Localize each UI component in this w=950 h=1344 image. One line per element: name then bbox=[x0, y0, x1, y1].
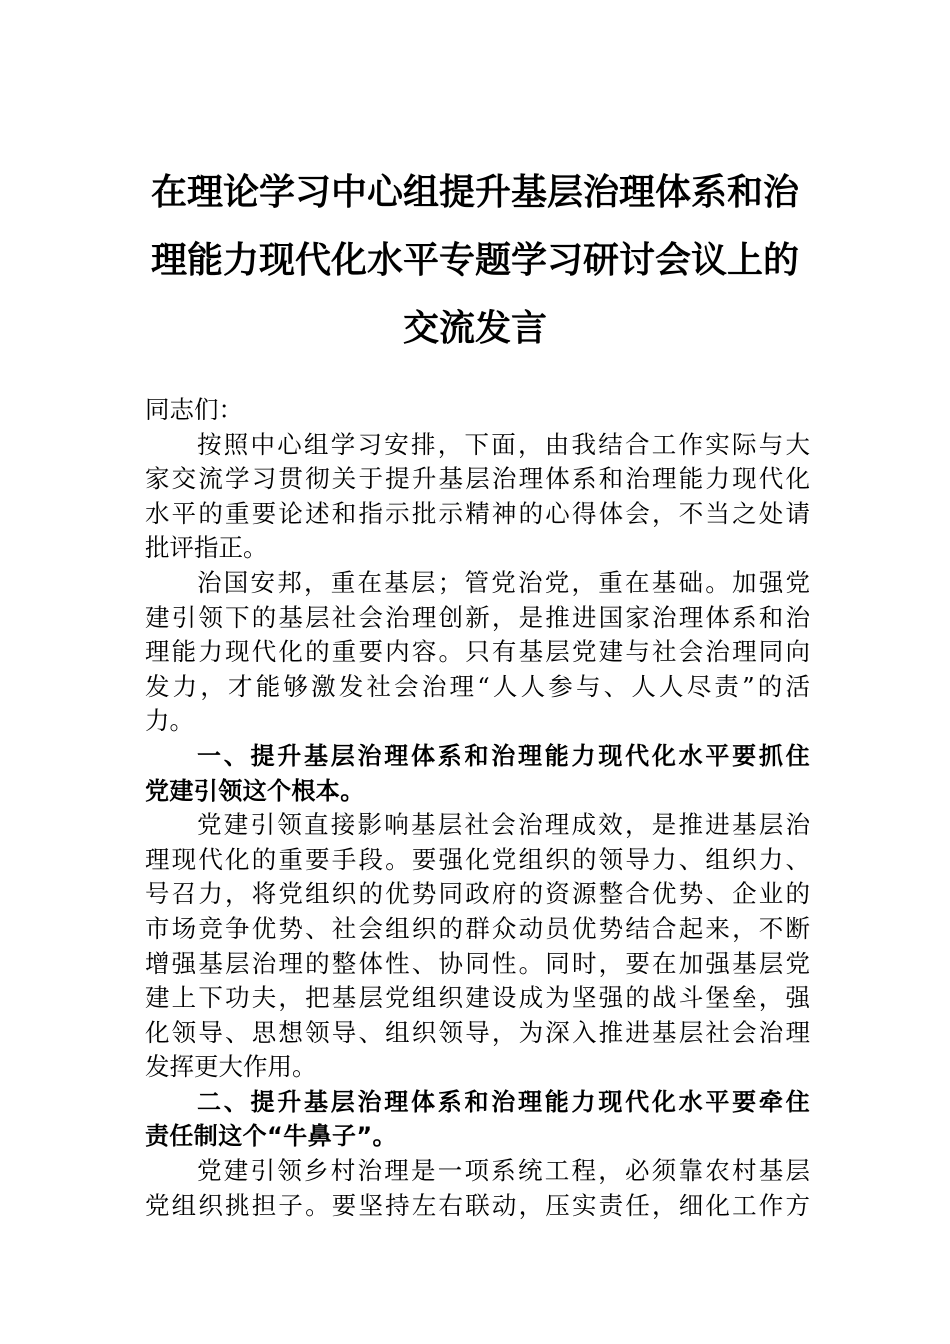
paragraph-line: 党组织挑担子。要坚持左右联动，压实责任，细化工作方 bbox=[145, 1190, 810, 1220]
document-body bbox=[145, 393, 810, 1223]
paragraph-line: 水平的重要论述和指示批示精神的心得体会，不当之处请 bbox=[145, 498, 810, 528]
paragraph-line: 化领导、思想领导、组织领导，为深入推进基层社会治理 bbox=[145, 1017, 810, 1047]
salutation: 同志们： bbox=[145, 395, 243, 424]
paragraph-line: 党建引领直接影响基层社会治理成效，是推进基层治 bbox=[197, 810, 810, 840]
paragraph-line: 党建引领乡村治理是一项系统工程，必须靠农村基层 bbox=[197, 1156, 810, 1186]
paragraph-line: 建上下功夫，把基层党组织建设成为坚强的战斗堡垒，强 bbox=[145, 983, 810, 1013]
paragraph-line: 市场竞争优势、社会组织的群众动员优势结合起来，不断 bbox=[145, 913, 810, 943]
heading-line: 一、提升基层治理体系和治理能力现代化水平要抓住 bbox=[197, 741, 810, 770]
paragraph-line: 家交流学习贯彻关于提升基层治理体系和治理能力现代化 bbox=[145, 464, 810, 494]
title-line: 理能力现代化水平专题学习研讨会议上的 bbox=[150, 239, 799, 281]
paragraph-line: 理现代化的重要手段。要强化党组织的领导力、组织力、 bbox=[145, 844, 810, 874]
paragraph-line: 发挥更大作用。 bbox=[145, 1052, 317, 1082]
paragraph bbox=[145, 1154, 810, 1223]
paragraph bbox=[145, 808, 810, 1085]
title-line: 交流发言 bbox=[402, 307, 547, 349]
paragraph-line: 理能力现代化的重要内容。只有基层党建与社会治理同向 bbox=[145, 637, 810, 667]
paragraph bbox=[145, 566, 810, 739]
heading-line: 二、提升基层治理体系和治理能力现代化水平要牵住 bbox=[197, 1087, 810, 1116]
paragraph bbox=[145, 428, 810, 566]
paragraph-line: 发力，才能够激发社会治理“人人参与、人人尽责”的活 bbox=[145, 671, 810, 701]
paragraph-line: 批评指正。 bbox=[145, 533, 268, 563]
document-title bbox=[140, 158, 810, 362]
section-heading bbox=[145, 1085, 810, 1154]
heading-line: 责任制这个“牛鼻子”。 bbox=[145, 1122, 397, 1151]
paragraph-line: 号召力，将党组织的优势同政府的资源整合优势、企业的 bbox=[145, 879, 810, 909]
paragraph-line: 增强基层治理的整体性、协同性。同时，要在加强基层党 bbox=[145, 948, 810, 978]
paragraph-line: 建引领下的基层社会治理创新，是推进国家治理体系和治 bbox=[145, 602, 810, 632]
title-line: 在理论学习中心组提升基层治理体系和治 bbox=[150, 171, 799, 213]
section-heading bbox=[145, 739, 810, 808]
paragraph-line: 按照中心组学习安排，下面，由我结合工作实际与大 bbox=[197, 429, 810, 459]
paragraph-line: 力。 bbox=[145, 706, 194, 736]
paragraph-line: 治国安邦，重在基层；管党治党，重在基础。加强党 bbox=[197, 567, 810, 597]
heading-line: 党建引领这个根本。 bbox=[145, 776, 365, 805]
